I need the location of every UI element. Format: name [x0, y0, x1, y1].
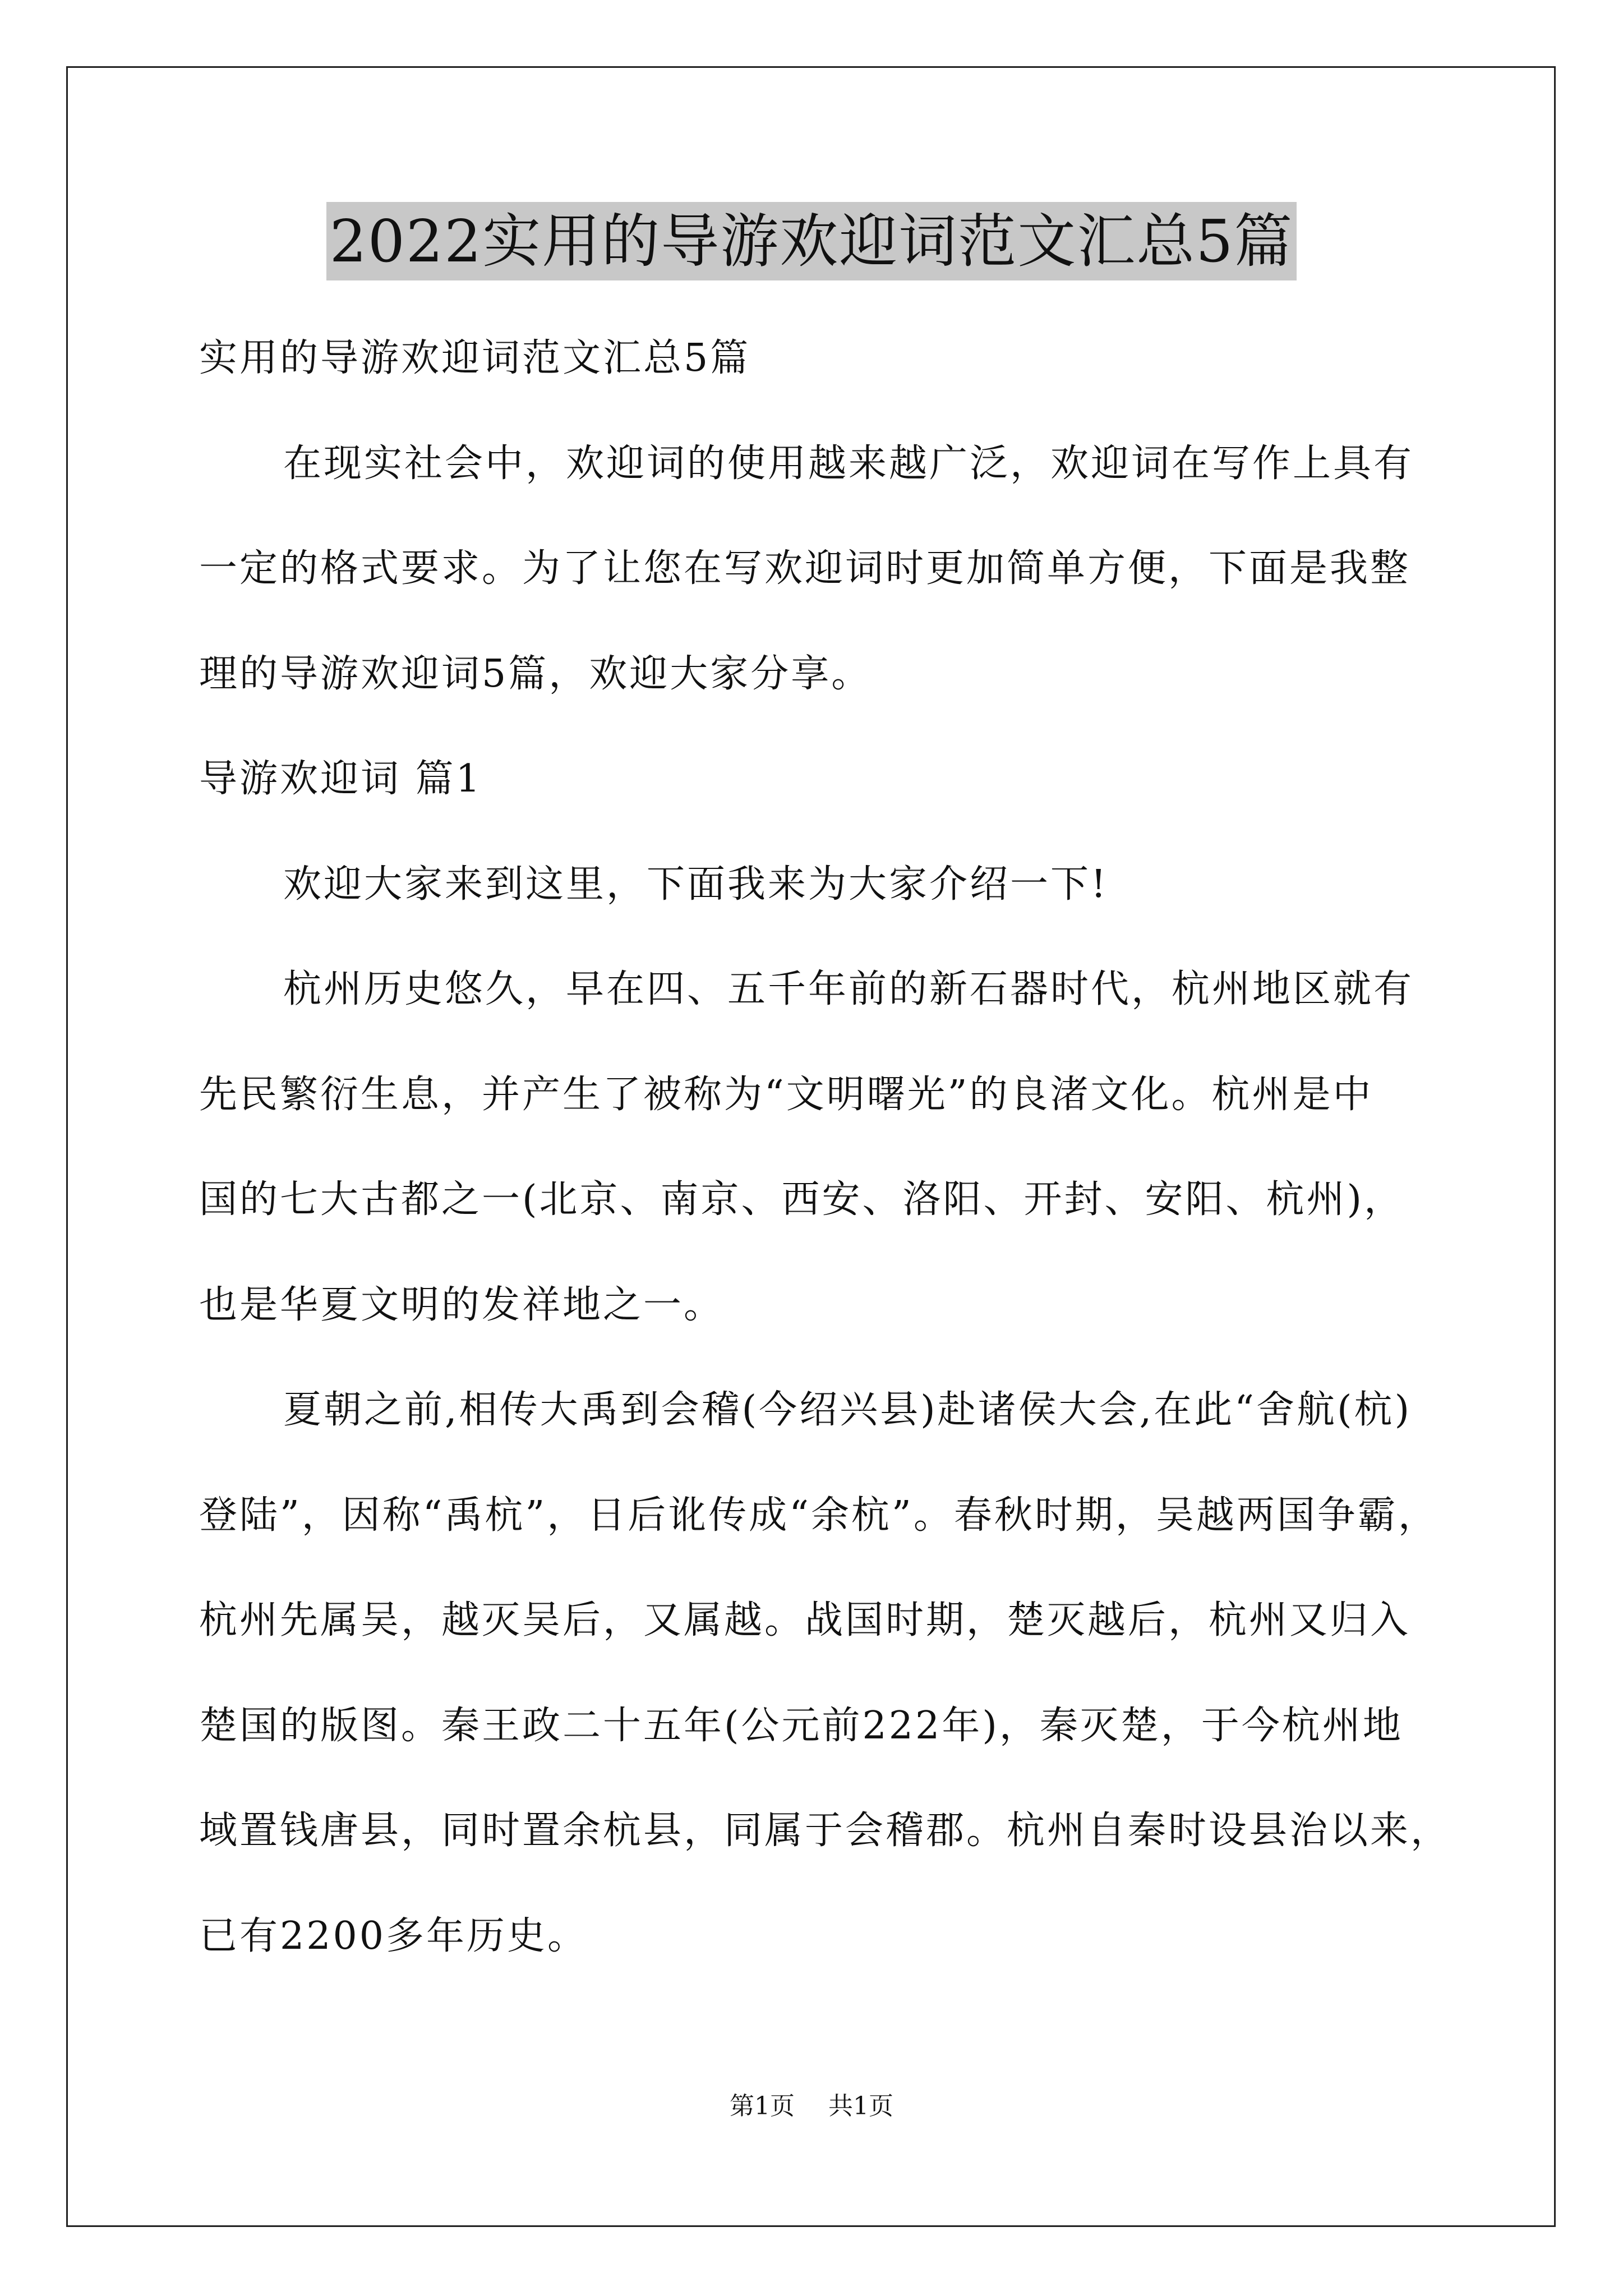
- paragraph-line: 杭州历史悠久，早在四、五千年前的新石器时代，杭州地区就有: [283, 967, 1414, 1011]
- document-body: [199, 306, 1451, 1989]
- paragraph-line: 欢迎大家来到这里，下面我来为大家介绍一下!: [283, 862, 1109, 907]
- section-heading: 导游欢迎词 篇1: [199, 757, 482, 801]
- paragraph-line: 在现实社会中，欢迎词的使用越来越广泛，欢迎词在写作上具有: [283, 441, 1414, 486]
- paragraph-line: 夏朝之前,相传大禹到会稽(今绍兴县)赴诸侯大会,在此“舍航(杭): [283, 1388, 1412, 1432]
- paragraph-line: 域置钱唐县，同时置余杭县，同属于会稽郡。杭州自秦时设县治以来，: [199, 1809, 1451, 1853]
- document-title: 2022实用的导游欢迎词范文汇总5篇: [326, 202, 1297, 280]
- paragraph-line: 已有2200多年历史。: [199, 1913, 588, 1958]
- paragraph-line: 杭州先属吴，越灭吴后，又属越。战国时期，楚灭越后，杭州又归入: [199, 1598, 1411, 1642]
- page-total: 共1页: [828, 2092, 893, 2120]
- paragraph-line: 一定的格式要求。为了让您在写欢迎词时更加简单方便，下面是我整: [199, 546, 1411, 591]
- title-container: [0, 202, 1623, 280]
- paragraph-line: 也是华夏文明的发祥地之一。: [199, 1282, 725, 1327]
- paragraph-line: 先民繁衍生息，并产生了被称为“文明曙光”的良渚文化。杭州是中: [199, 1072, 1373, 1117]
- page-number: 第1页: [730, 2092, 795, 2120]
- paragraph-line: 楚国的版图。秦王政二十五年(公元前222年)，秦灭楚，于今杭州地: [199, 1703, 1403, 1748]
- subtitle-line: 实用的导游欢迎词范文汇总5篇: [199, 336, 751, 380]
- paragraph-line: 国的七大古都之一(北京、南京、西安、洛阳、开封、安阳、杭州)，: [199, 1177, 1405, 1222]
- paragraph-line: 理的导游欢迎词5篇，欢迎大家分享。: [199, 651, 872, 696]
- paragraph-line: 登陆”，因称“禹杭”，日后讹传成“余杭”。春秋时期，吴越两国争霸，: [199, 1493, 1438, 1538]
- page-footer: [0, 2090, 1623, 2123]
